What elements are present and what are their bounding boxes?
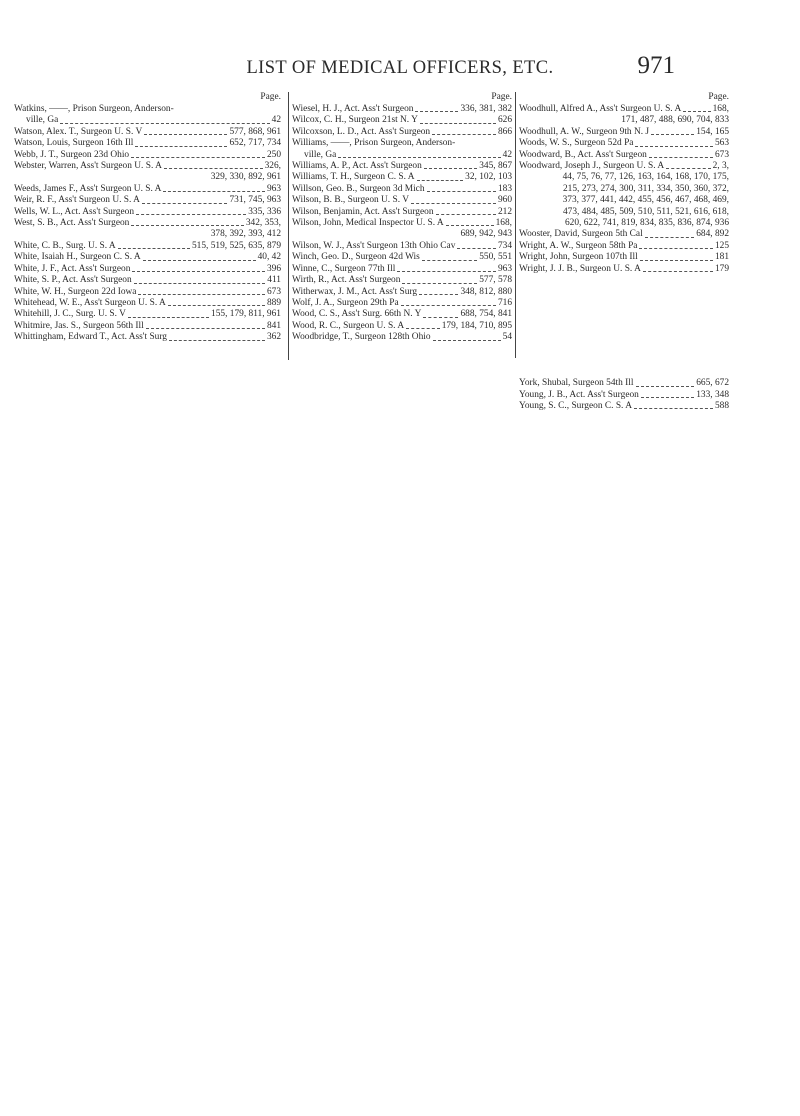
dotted-leader [128,309,209,317]
page-references: 731, 745, 963 [229,195,281,206]
column-divider [288,92,289,360]
dotted-leader [640,252,713,260]
entry-line [519,264,729,275]
dotted-leader [645,229,695,237]
entry-name: Wirth, R., Act. Ass't Surgeon [292,275,401,286]
index-entry [292,275,512,286]
dotted-leader [168,298,265,306]
page-references: 665, 672 [696,378,729,389]
page-references: 335, 336 [248,206,281,217]
dotted-leader [402,275,477,283]
entry-name: Weeds, James F., Ass't Surgeon U. S. A [14,183,162,194]
page-references: 684, 892 [696,229,729,240]
page-references: 688, 754, 841 [460,309,512,320]
dotted-leader [401,298,496,306]
entry-continuation-line [519,115,729,126]
entry-name: Wilson, B. B., Surgeon U. S. V [292,195,409,206]
entry-line [14,127,281,138]
page-references: 866 [497,126,512,137]
entry-line [519,390,729,401]
index-entry [14,275,281,286]
dotted-leader [634,401,713,409]
page-references: 396 [266,263,281,274]
dotted-leader [423,309,458,317]
index-entry [292,332,512,343]
entry-line [14,195,281,206]
entry-name: White, Isaiah H., Surgeon C. S. A [14,252,141,263]
index-entry [14,127,281,138]
entry-line [292,172,512,183]
entry-line [292,218,512,229]
entry-continuation-line [292,150,512,161]
page-references: 963 [497,263,512,274]
page-references: 179 [714,263,729,274]
index-entry [292,309,512,320]
page-references: 183 [497,183,512,194]
index-entry [519,138,729,149]
dotted-leader [397,264,496,272]
section-gap [519,275,729,378]
dotted-leader [164,161,263,169]
index-entry [292,321,512,332]
index-entry [292,172,512,183]
index-column-1 [14,92,281,344]
dotted-leader [135,138,227,146]
page-references: 963 [266,183,281,194]
entry-name: Wilcoxson, L. D., Act. Ass't Surgeon [292,126,431,137]
dotted-leader [422,252,477,260]
dotted-leader [406,321,440,329]
dotted-leader [446,218,494,226]
index-entry [14,104,281,127]
index-entry [14,241,281,252]
page-references: 378, 392, 393, 412 [210,229,281,240]
entry-line [14,252,281,263]
entry-continuation-line [519,195,729,206]
entry-name: Young, J. B., Act. Ass't Surgeon [519,389,639,400]
entry-name: Webb, J. T., Surgeon 23d Ohio [14,149,130,160]
entry-line [14,104,281,115]
entry-name: Wilson, Benjamin, Act. Ass't Surgeon [292,206,434,217]
entry-name: Willson, Geo. B., Surgeon 3d Mich [292,183,425,194]
entry-line [292,127,512,138]
entry-line [14,275,281,286]
index-entry [292,252,512,263]
page-references: 411 [267,275,281,286]
dotted-leader [138,287,264,295]
dotted-leader [420,115,496,123]
index-entry [292,195,512,206]
entry-line [292,184,512,195]
entry-line [292,195,512,206]
index-entry [519,127,729,138]
index-entry [14,252,281,263]
entry-line [519,252,729,263]
entry-name: White, W. H., Surgeon 22d Iowa [14,286,137,297]
dotted-leader [651,127,694,135]
entry-name: Webster, Warren, Ass't Surgeon U. S. A [14,161,162,172]
dotted-leader [131,218,243,226]
entry-name: Woodbridge, T., Surgeon 128th Ohio [292,332,431,343]
entry-name: Williams, T. H., Surgeon C. S. A [292,172,415,183]
entry-continuation-line [14,115,281,126]
index-entry [14,138,281,149]
page-column-heading: Page. [260,92,281,102]
dotted-leader [146,321,265,329]
page-references: 362 [266,332,281,343]
entry-line [14,298,281,309]
index-entry [519,229,729,240]
entry-continuation-line [14,229,281,240]
entry-line [519,161,729,172]
page-references: 42 [271,115,281,126]
index-entry [292,298,512,309]
page-references: 40, 42 [257,252,281,263]
entry-name: Woodhull, Alfred A., Ass't Surgeon U. S. A [519,104,682,114]
page-references: 44, 75, 76, 77, 126, 163, 164, 168, 170, 175, [562,172,729,183]
dotted-leader [432,127,496,135]
index-entry [519,161,729,229]
entry-name: Young, S. C., Surgeon C. S. A [519,400,632,411]
index-column-2 [292,92,512,344]
entry-line [14,207,281,218]
entry-line [14,138,281,149]
entry-line [292,207,512,218]
entry-continuation-line [292,229,512,240]
index-entry [14,195,281,206]
index-entry [292,138,512,161]
index-entry [292,184,512,195]
index-entry [519,264,729,275]
page-column-heading: Page. [491,92,512,102]
entry-name: Woodhull, A. W., Surgeon 9th N. J [519,126,650,137]
entry-name: Watkins, ——, Prison Surgeon, Anderson- [14,104,174,114]
page-references: 373, 377, 441, 442, 455, 456, 467, 468, 469, [562,195,729,206]
page-column-heading: Page. [708,92,729,102]
index-entry [292,287,512,298]
index-entry [14,298,281,309]
entry-line [292,115,512,126]
page-references: 212 [497,206,512,217]
dotted-leader [417,172,464,180]
index-entry [14,309,281,320]
index-entry [14,264,281,275]
page-references: 620, 622, 741, 819, 834, 835, 836, 874, 936 [564,218,729,229]
page-references: 329, 330, 892, 961 [210,172,281,183]
entry-line [292,104,512,115]
entry-continuation-line [519,184,729,195]
entry-line [519,138,729,149]
dotted-leader [144,127,227,135]
dotted-leader [419,287,458,295]
entry-line [519,401,729,412]
dotted-leader [427,184,496,192]
running-title: LIST OF MEDICAL OFFICERS, ETC. [246,58,554,78]
index-entry [14,150,281,161]
page-references: 133, 348 [696,389,729,400]
page-references: 588 [714,400,729,411]
page-references: 42 [502,149,512,160]
entry-name: Wilson, W. J., Ass't Surgeon 13th Ohio Cav [292,240,456,251]
entry-name: Wells, W. L., Act. Ass't Surgeon [14,206,135,217]
index-entry [14,218,281,241]
page-references: 550, 551 [479,252,512,263]
entry-line [14,321,281,332]
entry-name: ville, Ga [26,115,59,126]
page-number: 971 [637,52,675,79]
entry-name: Whittingham, Edward T., Act. Ass't Surg [14,332,167,343]
entry-name: Watson, Alex. T., Surgeon U. S. V [14,126,143,137]
entry-name: Williams, A. P., Act. Ass't Surgeon [292,161,422,172]
entry-line [519,241,729,252]
entry-line [519,104,729,115]
page-references: 250 [266,149,281,160]
entry-line [292,298,512,309]
entry-name: Wood, C. S., Ass't Surg. 66th N. Y [292,309,422,320]
entry-name: Williams, ——, Prison Surgeon, Anderson- [292,138,456,149]
page-references: 168, [495,218,512,229]
index-entry [292,161,512,172]
page-references: 125 [714,240,729,251]
page-references: 960 [497,195,512,206]
entry-line [292,161,512,172]
entry-name: Wright, John, Surgeon 107th Ill [519,252,638,263]
entry-name: Wood, R. C., Surgeon U. S. A [292,320,405,331]
entry-line [14,264,281,275]
index-entry [292,104,512,115]
index-entry [292,241,512,252]
entry-continuation-line [519,207,729,218]
page-references: 342, 353, [245,218,281,229]
entry-name: Wooster, David, Surgeon 5th Cal [519,229,643,240]
entry-line [14,184,281,195]
entry-name: Woodward, B., Act. Ass't Surgeon [519,149,647,160]
entry-name: Wright, J. J. B., Surgeon U. S. A [519,263,641,274]
index-entry [292,115,512,126]
dotted-leader [169,332,265,340]
entry-name: Whitehead, W. E., Ass't Surgeon U. S. A [14,297,166,308]
page-references: 215, 273, 274, 300, 311, 334, 350, 360, 372, [562,183,729,194]
page-references: 326, [264,161,281,172]
index-entry [292,207,512,218]
entry-line [292,275,512,286]
dotted-leader [143,252,256,260]
entry-name: Whitehill, J. C., Surg. U. S. V [14,309,126,320]
entry-name: Watson, Louis, Surgeon 16th Ill [14,138,134,149]
page-references: 154, 165 [696,126,729,137]
page-references: 32, 102, 103 [465,172,512,183]
page-references: 563 [714,138,729,149]
index-entry [14,332,281,343]
page-references: 181 [714,252,729,263]
entry-continuation-line [519,172,729,183]
dotted-leader [136,207,246,215]
page-references: 577, 578 [479,275,512,286]
page-references: 673 [266,286,281,297]
index-entry [519,401,729,412]
entry-line [14,309,281,320]
page-references: 515, 519, 525, 635, 879 [191,240,281,251]
page-references: 171, 487, 488, 690, 704, 833 [621,115,729,126]
dotted-leader [643,264,713,272]
dotted-leader [132,264,265,272]
entry-name: York, Shubal, Surgeon 54th Ill [519,378,634,389]
dotted-leader [118,241,190,249]
entry-name: Woods, W. S., Surgeon 52d Pa [519,138,634,149]
entry-line [292,252,512,263]
page-references: 348, 812, 880 [460,286,512,297]
dotted-leader [163,184,265,192]
entry-line [292,321,512,332]
entry-name: Wolf, J. A., Surgeon 29th Pa [292,297,399,308]
dotted-leader [134,275,266,283]
entry-name: Wiesel, H. J., Act. Ass't Surgeon [292,104,414,114]
index-entry [519,390,729,401]
dotted-leader [639,241,712,249]
dotted-leader [436,207,496,215]
page-references: 841 [266,320,281,331]
entry-name: Whitmire, Jas. S., Surgeon 56th Ill [14,320,144,331]
index-entry [519,150,729,161]
page-references: 889 [266,297,281,308]
index-entry [519,378,729,389]
entry-line [519,150,729,161]
index-entry [14,321,281,332]
dotted-leader [635,138,712,146]
page-references: 652, 717, 734 [229,138,281,149]
entry-line [14,332,281,343]
index-entry [292,127,512,138]
page-references: 168, [712,104,729,114]
index-entry [14,287,281,298]
entry-name: Winne, C., Surgeon 77th Ill [292,263,396,274]
entry-name: Winch, Geo. D., Surgeon 42d Wis [292,252,420,263]
dotted-leader [142,195,227,203]
entry-line [519,127,729,138]
entry-name: Wilcox, C. H., Surgeon 21st N. Y [292,115,418,126]
entry-name: White, C. B., Surg. U. S. A [14,240,116,251]
entry-line [292,264,512,275]
page-references: 336, 381, 382 [460,104,512,114]
entry-line [519,229,729,240]
index-entry [519,252,729,263]
page-references: 673 [714,149,729,160]
entry-name: West, S. B., Act. Ass't Surgeon [14,218,130,229]
entry-line [14,150,281,161]
entry-line [14,241,281,252]
index-entry [519,104,729,127]
dotted-leader [424,161,477,169]
entry-line [292,287,512,298]
dotted-leader [131,150,265,158]
entry-name: Witherwax, J. M., Act. Ass't Surg [292,286,418,297]
index-entry [14,184,281,195]
page-references: 626 [497,115,512,126]
entry-line [292,241,512,252]
dotted-leader [649,150,713,158]
dotted-leader [411,195,496,203]
page-header [0,52,800,82]
entry-name: White, S. P., Act. Ass't Surgeon [14,275,132,286]
dotted-leader [666,161,710,169]
page-references: 473, 484, 485, 509, 510, 511, 521, 616, 618, [562,206,729,217]
index-entry [14,161,281,184]
page-references: 2, 3, [712,161,729,172]
dotted-leader [457,241,496,249]
column-divider [515,92,516,358]
page-references: 734 [497,240,512,251]
index-entry [14,207,281,218]
dotted-leader [338,150,500,158]
entry-line [14,287,281,298]
page-references: 716 [497,297,512,308]
dotted-leader [415,104,458,112]
dotted-leader [636,378,695,386]
dotted-leader [433,332,501,340]
entry-name: Woodward, Joseph J., Surgeon U. S. A [519,161,665,172]
entry-name: Weir, R. F., Ass't Surgeon U. S. A [14,195,140,206]
entry-line [519,378,729,389]
entry-name: ville, Ga [304,149,337,160]
entry-name: Wilson, John, Medical Inspector U. S. A [292,218,444,229]
dotted-leader [683,104,710,112]
entry-line [292,309,512,320]
entry-name: Wright, A. W., Surgeon 58th Pa [519,240,638,251]
page-references: 689, 942, 943 [460,229,512,240]
index-entry [292,264,512,275]
entry-continuation-line [519,218,729,229]
entry-name: White, J. F., Act. Ass't Surgeon [14,263,131,274]
index-column-3 [519,92,729,412]
page-references: 345, 867 [479,161,512,172]
dotted-leader [641,390,694,398]
page-references: 155, 179, 811, 961 [211,309,281,320]
entry-continuation-line [14,172,281,183]
index-entry [519,241,729,252]
page-references: 577, 868, 961 [229,126,281,137]
entry-line [14,218,281,229]
page-references: 54 [502,332,512,343]
index-entry [292,218,512,241]
entry-line [14,161,281,172]
dotted-leader [60,115,269,123]
entry-line [292,138,512,149]
entry-line [292,332,512,343]
page-references: 179, 184, 710, 895 [441,320,512,331]
